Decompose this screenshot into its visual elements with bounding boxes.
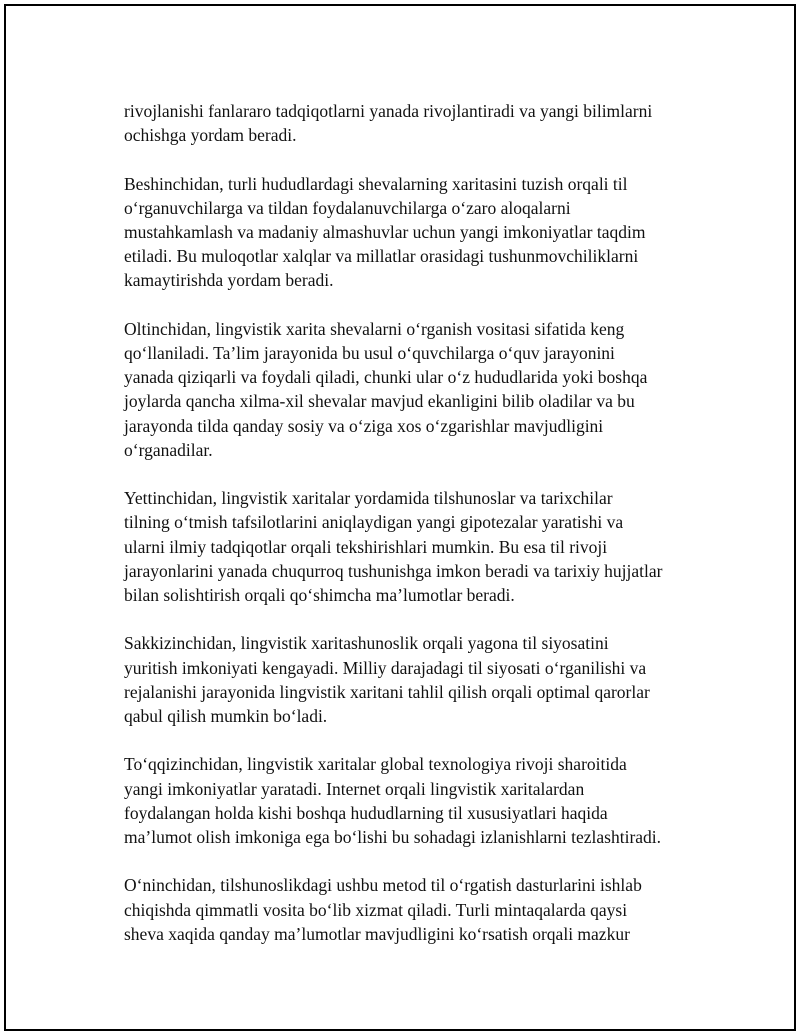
text-line: tilning o‘tmish tafsilotlarini aniqlaydigan yangi gipotezalar yaratishi va	[124, 512, 624, 533]
text-line: joylarda qancha xilma-xil shevalar mavjud ekanligini bilib oladilar va bu	[124, 391, 635, 412]
text-line: Sakkizinchidan, lingvistik xaritashunoslik orqali yagona til siyosatini	[124, 633, 609, 654]
text-line: O‘ninchidan, tilshunoslikdagi ushbu metod til o‘rgatish dasturlarini ishlab	[124, 875, 642, 896]
text-line: bilan solishtirish orqali qo‘shimcha ma’lumotlar beradi.	[124, 585, 515, 606]
text-line: rejalanishi jarayonida lingvistik xaritani tahlil qilish orqali optimal qarorlar	[124, 681, 650, 702]
text-line: ochishga yordam beradi.	[124, 125, 297, 146]
paragraph-5	[124, 631, 704, 728]
text-line: qabul qilish mumkin bo‘ladi.	[124, 706, 328, 727]
paragraph-6	[124, 752, 704, 849]
text-line: rivojlanishi fanlararo tadqiqotlarni yanada rivojlantiradi va yangi bilimlarni	[124, 101, 653, 121]
text-line: kamaytirishda yordam beradi.	[124, 270, 334, 291]
page-frame	[4, 4, 796, 1031]
text-line: yuritish imkoniyati kengayadi. Milliy darajadagi til siyosati o‘rganilishi va	[124, 657, 647, 678]
text-line: jarayonlarini yanada chuqurroq tushunishga imkon beradi va tarixiy hujjatlar	[124, 560, 663, 581]
text-line: etiladi. Bu muloqotlar xalqlar va millatlar orasidagi tushunmovchiliklarni	[124, 246, 639, 267]
text-line: o‘rganuvchilarga va tildan foydalanuvchilarga o‘zaro aloqalarni	[124, 197, 571, 218]
text-line: To‘qqizinchidan, lingvistik xaritalar global texnologiya rivoji sharoitida	[124, 754, 627, 775]
paragraph-1	[124, 99, 704, 147]
text-line: Yettinchidan, lingvistik xaritalar yordamida tilshunoslar va tarixchilar	[124, 488, 613, 509]
document-body	[124, 99, 704, 970]
text-line: Beshinchidan, turli hududlardagi shevalarning xaritasini tuzish orqali til	[124, 173, 628, 194]
text-line: qo‘llaniladi. Ta’lim jarayonida bu usul o‘quvchilarga o‘quv jarayonini	[124, 343, 615, 363]
text-line: foydalangan holda kishi boshqa hududlarning til xususiyatlari haqida	[124, 802, 608, 823]
text-line: o‘rganadilar.	[124, 439, 213, 460]
text-line: Oltinchidan, lingvistik xarita shevalarni o‘rganish vositasi sifatida keng	[124, 318, 625, 339]
text-line: jarayonda tilda qanday sosiy va o‘ziga xos o‘zgarishlar mavjudligini	[124, 415, 604, 436]
text-line: ma’lumot olish imkoniga ega bo‘lishi bu sohadagi izlanishlarni tezlashtiradi.	[124, 827, 662, 848]
text-line: mustahkamlash va madaniy almashuvlar uchun yangi imkoniyatlar taqdim	[124, 222, 646, 242]
text-line: yanada qiziqarli va foydali qiladi, chunki ular o‘z hududlarida yoki boshqa	[124, 367, 648, 388]
text-line: ularni ilmiy tadqiqotlar orqali tekshirishlari mumkin. Bu esa til rivoji	[124, 536, 608, 557]
text-line: sheva xaqida qanday ma’lumotlar mavjudligini ko‘rsatish orqali mazkur	[124, 923, 630, 944]
paragraph-2	[124, 172, 704, 293]
paragraph-4	[124, 486, 704, 607]
paragraph-3	[124, 317, 704, 462]
paragraph-7	[124, 873, 704, 946]
text-line: chiqishda qimmatli vosita bo‘lib xizmat qiladi. Turli mintaqalarda qaysi	[124, 899, 628, 920]
text-line: yangi imkoniyatlar yaratadi. Internet orqali lingvistik xaritalardan	[124, 778, 585, 799]
